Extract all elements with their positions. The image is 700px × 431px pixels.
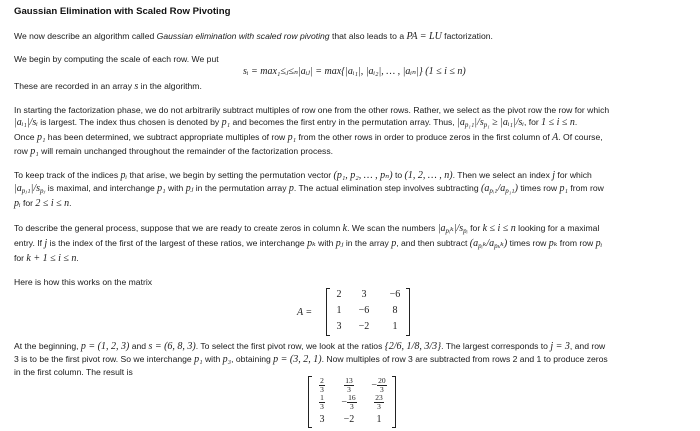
section-title: Gaussian Elimination with Scaled Row Pivoting (14, 6, 231, 17)
matrix-a-cell: −6 (358, 305, 370, 316)
first-pivot-paragraph: At the beginning, p = (1, 2, 3) and s = (6, 8, 3). To select the first pivot row, we look at the ratios {2/6, 1/8, 3/3}. The largest corresponds to j = 3, and row 3 is to be the first pivot row. So we interchange p₁ with p₃, obtaining p = (3, 2, 1). Now multiples of row 3 are subtracted from rows 2 and 1 to produce zeros in the first column. The result is (14, 341, 608, 378)
matrix-result-cell: − $\frac{16}{3}$ (341, 393, 356, 411)
matrix-result-cell: 1 (376, 414, 382, 425)
matrix-a-cell: 3 (361, 289, 367, 300)
matrix-a-cell: 1 (336, 305, 342, 316)
matrix-result-cell: $\frac{1}{3}$ (320, 393, 324, 411)
general-process-paragraph: To describe the general process, suppose that we are ready to create zeros in column k. We scan the numbers $|a_{pᵢ}_k|/s_{pᵢ}$ for k ≤ i ≤ n looking for a maximal entry. If j is the index of the first of the largest of these ratios, we interchange pₖ with pⱼ in the array p, and then subtract $(a_{pᵢ}_k/a_{p_k}_k)$ times row pₖ from row pᵢ for k + 1 ≤ i ≤ n. (14, 223, 603, 265)
matrix-result-cell: $\frac{2}{3}$ (320, 376, 324, 394)
matrix-result-cell: − $\frac{20}{3}$ (371, 376, 386, 394)
matrix-result-cell: $\frac{23}{3}$ (375, 393, 383, 411)
matrix-a-cell: −2 (358, 321, 370, 332)
matrix-result-cell: $\frac{13}{3}$ (345, 376, 353, 394)
matrix-a-cell: 3 (336, 321, 342, 332)
matrix-a (326, 288, 410, 336)
matrix-result (308, 376, 396, 428)
permutation-paragraph: To keep track of the indices pᵢ that arise, we begin by setting the permutation vector (p₁, p₂, … , pₙ) to (1, 2, … , n). Then we select an index j for which $|a_{pⱼ}_1|/s_{pⱼ}$ is maximal, and interchange p₁ with pⱼ in the permutation array p. The actual elimination step involves subtracting $(a_{pᵢ}_1/a_{p_1}_1)$ times row p₁ from row pᵢ for 2 ≤ i ≤ n. (14, 170, 604, 210)
intro-paragraph: We now describe an algorithm called Gaussian elimination with scaled row pivoting that also leads to a PA = LU factorization. (14, 31, 493, 42)
example-intro: Here is how this works on the matrix (14, 277, 153, 287)
scale-paragraph-end: These are recorded in an array s in the algorithm. (14, 81, 202, 92)
scale-formula: sᵢ = max₁≤ⱼ≤ₙ|aᵢⱼ| = max{|aᵢ₁|, |aᵢ₂|, … , |aᵢₙ|} (1 ≤ i ≤ n) (243, 66, 466, 77)
matrix-a-cell: 1 (392, 321, 398, 332)
scale-paragraph: We begin by computing the scale of each row. We put (14, 54, 219, 64)
matrix-a-label: A = (297, 307, 313, 318)
matrix-a-cell: 2 (336, 289, 342, 300)
matrix-result-cell: −2 (343, 414, 355, 425)
matrix-result-cell: 3 (319, 414, 325, 425)
matrix-a-cell: 8 (392, 305, 398, 316)
factorization-paragraph: In starting the factorization phase, we do not arbitrarily subtract multiples of row one from the other rows. Rather, we select as the pivot row the row for which |aᵢ₁|/sᵢ is largest. The index thus chosen is denoted by p₁ and becomes the first entry in the permutation array. Thus, $|a_{p_1}_1|/s_{p_1}$ ≥ |aᵢ₁|/sᵢ, for 1 ≤ i ≤ n. Once p₁ has been determined, we subtract appropriate multiples of row p₁ from the other rows in order to produce zeros in the first column of A. Of course, row p₁ will remain unchanged throughout the remainder of the factorization process. (14, 105, 610, 157)
matrix-a-cell: −6 (389, 289, 401, 300)
